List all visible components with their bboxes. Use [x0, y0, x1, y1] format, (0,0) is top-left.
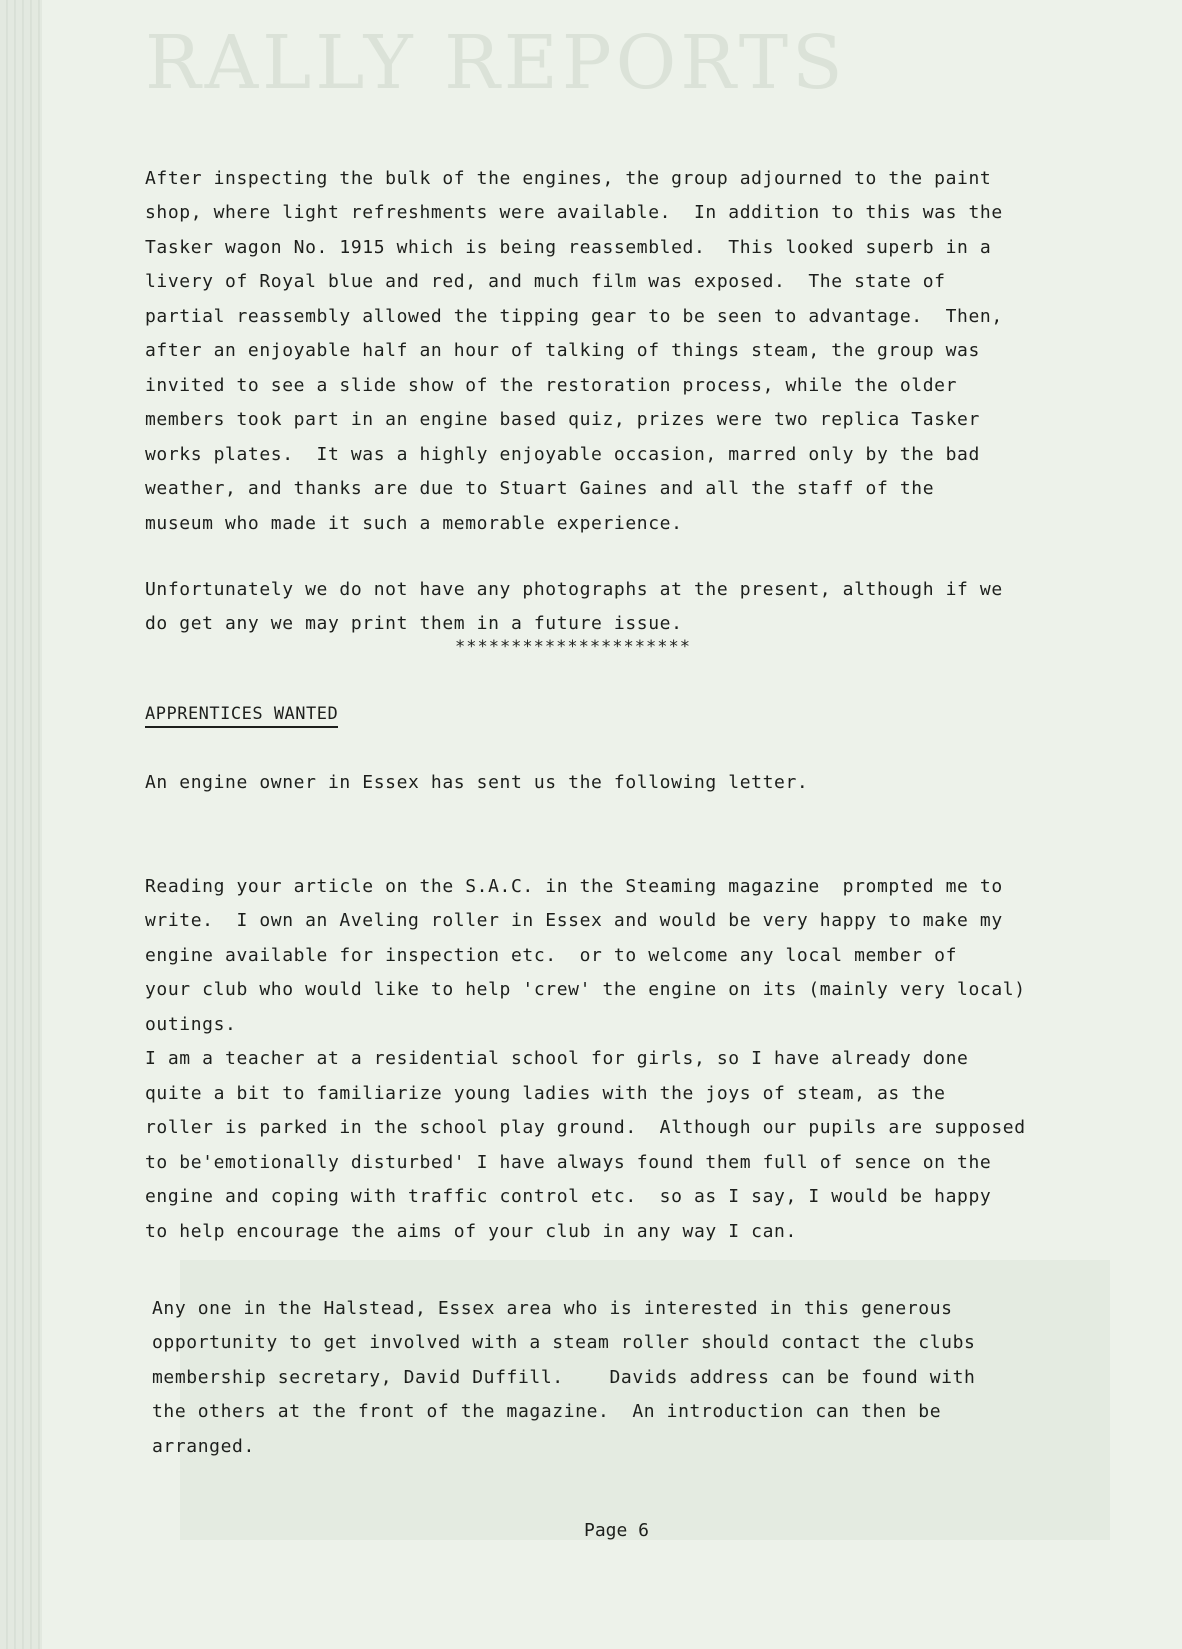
text-line: partial reassembly allowed the tipping gear to be seen to advantage. Then, [145, 305, 1003, 327]
show-through-title: RALLY REPORTS [145, 20, 847, 106]
text-line: the others at the front of the magazine. An introduction can then be [152, 1401, 942, 1422]
text-line: roller is parked in the school play ground. Although our pupils are supposed [145, 1117, 1026, 1138]
text-line: Any one in the Halstead, Essex area who is interested in this generous [152, 1297, 953, 1319]
page-edges [0, 0, 42, 1649]
page-number: Page 6 [584, 1520, 650, 1541]
section-heading: APPRENTICES WANTED [145, 704, 338, 728]
text-line: outings. [145, 1013, 237, 1035]
text-line: do get any we may print them in a future issue. [145, 613, 683, 634]
paragraph-3: An engine owner in Essex has sent us the following letter. [145, 772, 809, 793]
text-line: After inspecting the bulk of the engines, the group adjourned to the paint [145, 167, 992, 189]
text-line: after an enjoyable half an hour of talking of things steam, the group was [145, 340, 980, 361]
text-line: engine available for inspection etc. or to welcome any local member of [145, 944, 958, 966]
text-line: Tasker wagon No. 1915 which is being reassembled. This looked superb in a [145, 236, 992, 258]
text-line: Reading your article on the S.A.C. in the Steaming magazine prompted me to [145, 875, 1003, 897]
text-line: engine and coping with traffic control etc. so as I say, I would be happy [145, 1186, 992, 1207]
text-line: membership secretary, David Duffill. Davids address can be found with [152, 1366, 976, 1388]
text-line: invited to see a slide show of the restoration process, while the older [145, 374, 958, 396]
text-line: your club who would like to help 'crew' the engine on its (mainly very local) [145, 979, 1026, 1000]
separator: ********************* [455, 637, 691, 657]
text-line: I am a teacher at a residential school for girls, so I have already done [145, 1048, 969, 1069]
text-line: weather, and thanks are due to Stuart Gaines and all the staff of the [145, 478, 935, 499]
letter-text [145, 835, 1125, 1284]
text-line: works plates. It was a highly enjoyable occasion, marred only by the bad [145, 443, 980, 465]
text-line: Unfortunately we do not have any photographs at the present, although if we [145, 578, 1003, 600]
paragraph-1 [145, 127, 1125, 576]
paragraph-5 [152, 1257, 1132, 1499]
text-line: members took part in an engine based quiz, prizes were two replica Tasker [145, 409, 980, 430]
text-line: museum who made it such a memorable experience. [145, 512, 683, 534]
text-line: to be'emotionally disturbed' I have always found them full of sence on the [145, 1151, 992, 1173]
text-line: quite a bit to familiarize young ladies with the joys of steam, as the [145, 1082, 946, 1104]
text-line: to help encourage the aims of your club in any way I can. [145, 1220, 797, 1242]
text-line: write. I own an Aveling roller in Essex and would be very happy to make my [145, 910, 1003, 931]
text-line: arranged. [152, 1435, 255, 1457]
text-line: opportunity to get involved with a steam roller should contact the clubs [152, 1332, 976, 1353]
text-line: livery of Royal blue and red, and much film was exposed. The state of [145, 271, 946, 292]
text-line: shop, where light refreshments were available. In addition to this was the [145, 202, 1003, 223]
